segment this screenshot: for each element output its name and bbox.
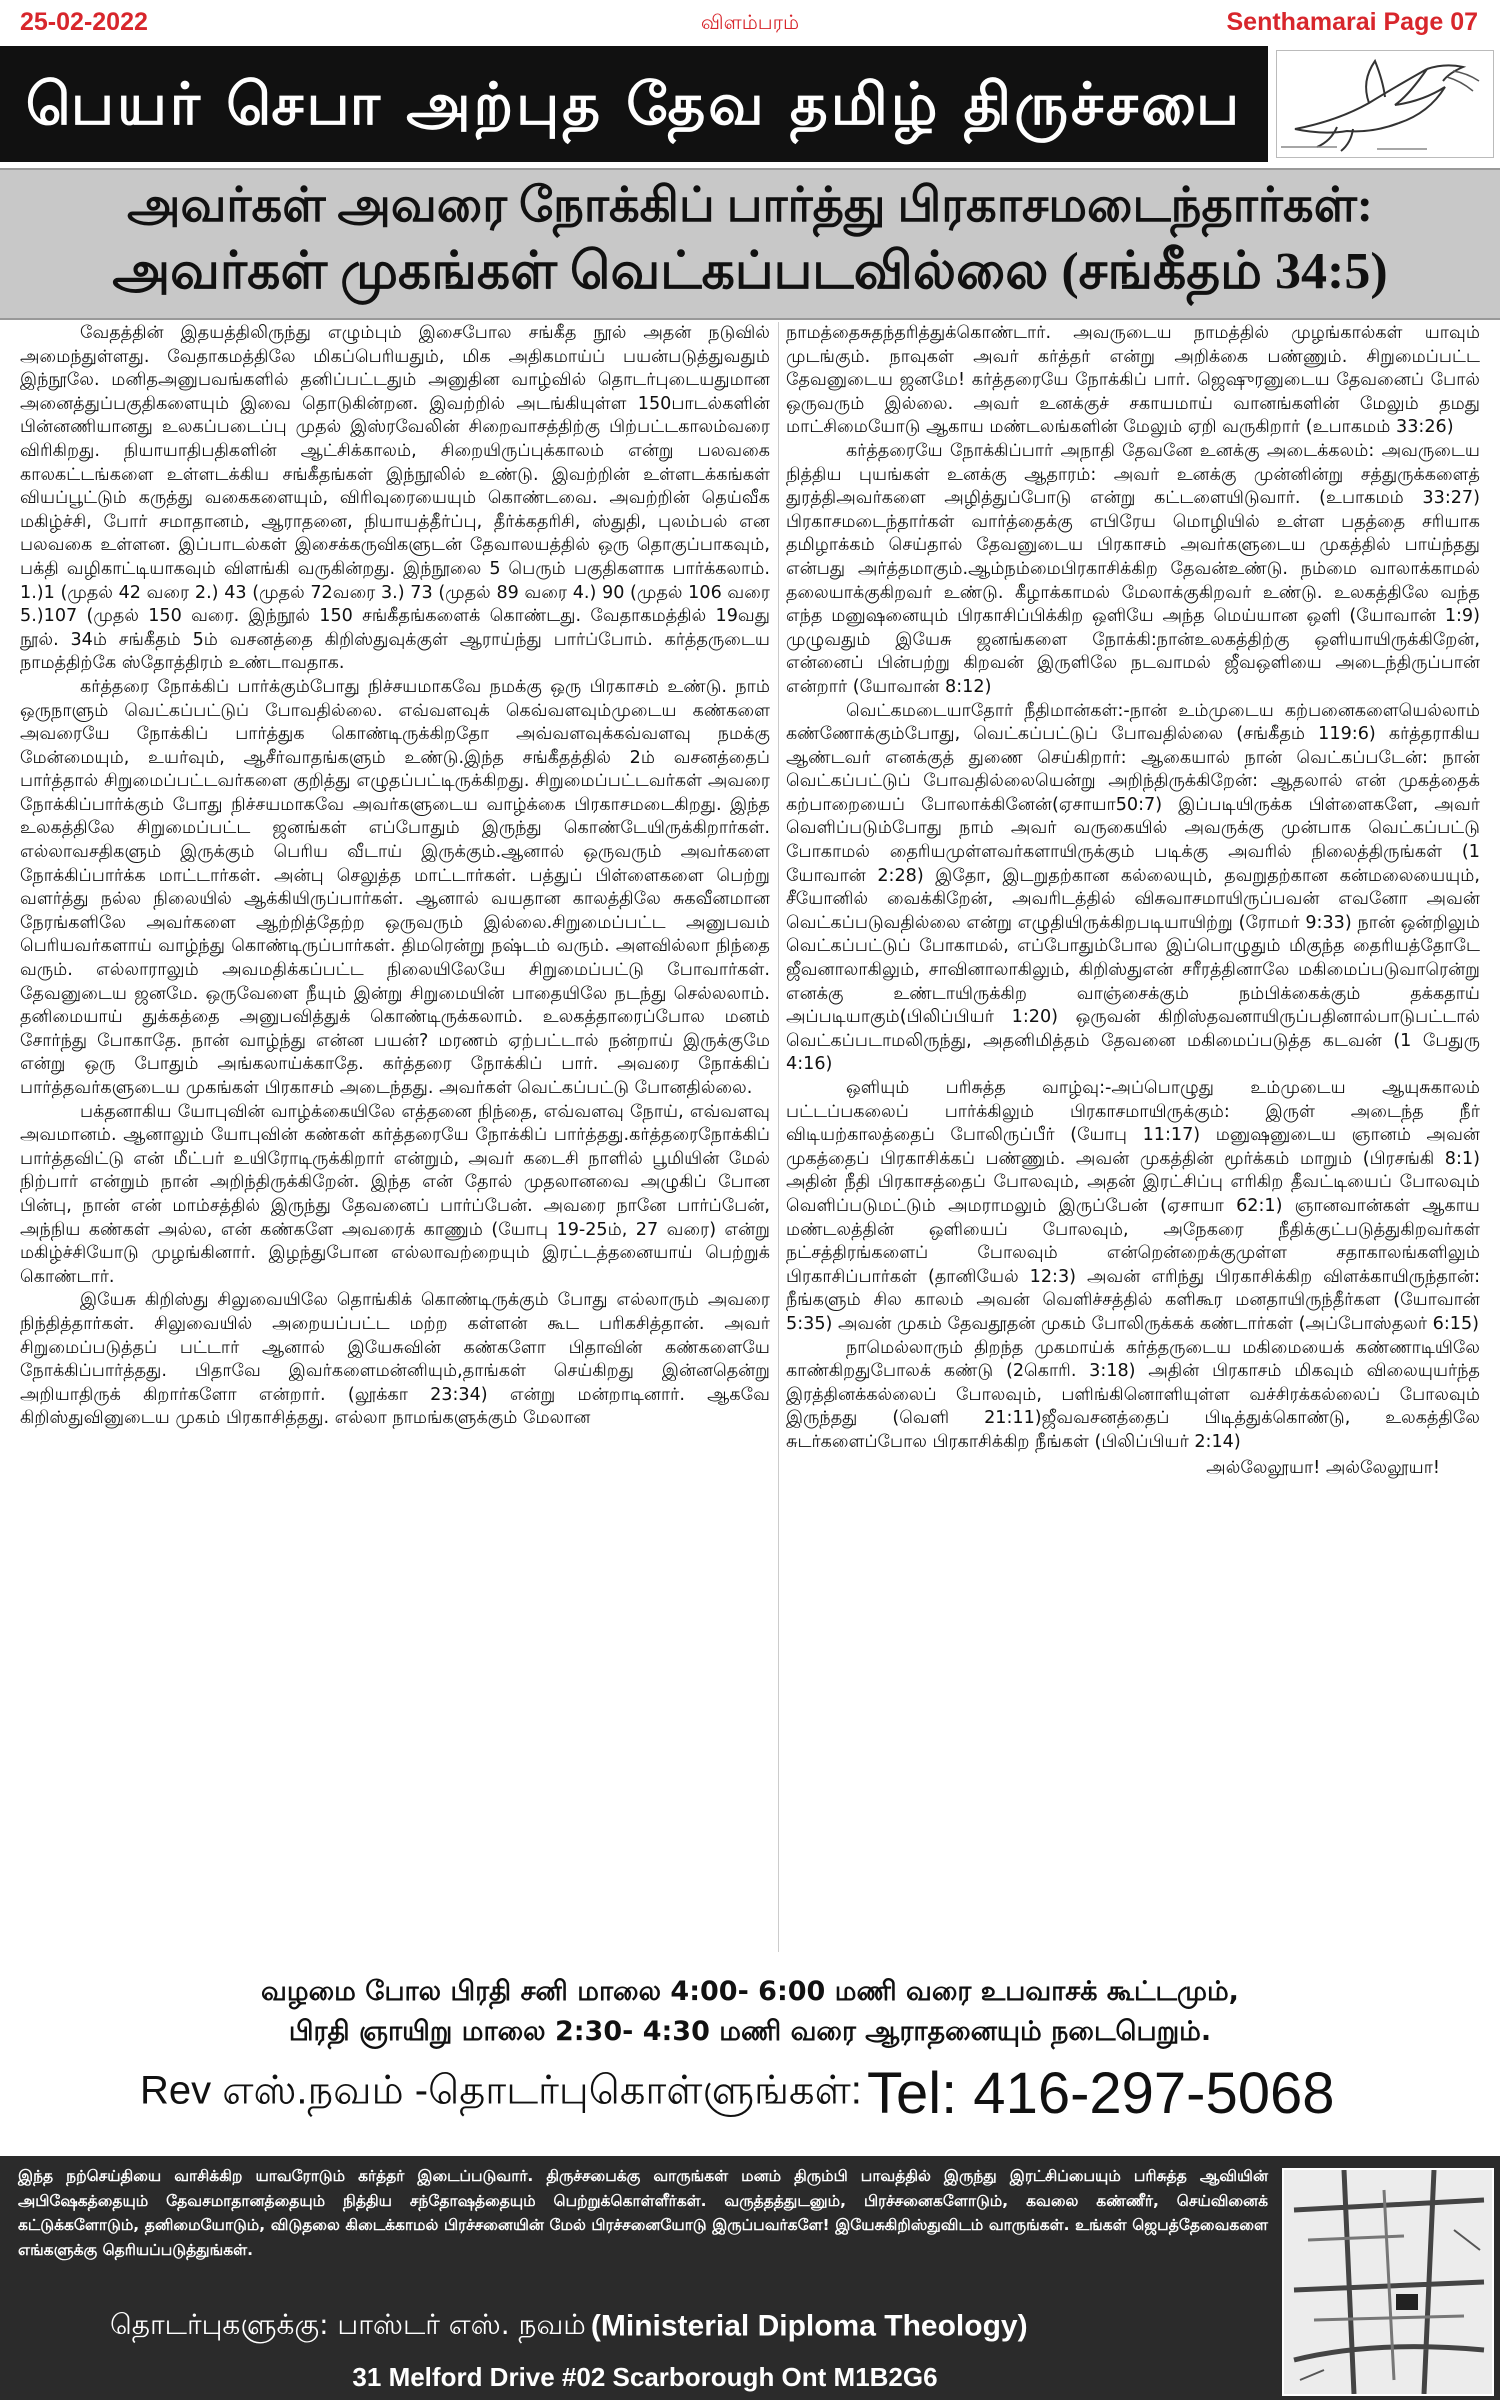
paragraph: நாமெல்லாரும் திறந்த முகமாய்க் கர்த்தருடைய மகிமையைக் கண்ணாடியிலே காண்கிறதுபோலக் கண்டு (2கொரி. 3:18) அதின் பிரகாசம் மிகவும் விலையுயர்ந்த இரத்தினக்கல்லைப் போலவும், பளிங்கினொளியுள்ள வச்சிரக்கல்லைப் போலவும் இருந்தது (வெளி 21:11)ஜீவவசனத்தைப் பிடித்துக்கொண்டு, உலகத்திலே சுடர்களைப்போல பிரகாசிக்கிற நீங்கள் (பிலிப்பியர் 2:14) — [786, 1337, 1480, 1452]
pastor-contact — [110, 2308, 1270, 2345]
street-map-icon — [1282, 2168, 1494, 2396]
diploma-label: (Ministerial Diploma Theology) — [590, 2309, 1028, 2343]
paragraph: இயேசு கிறிஸ்து சிலுவையிலே தொங்கிக் கொண்டிருக்கும் போது எல்லாரும் அவரை நிந்தித்தார்கள். சிலுவையில் அறையப்பட்ட மற்ற கள்ளன் கூட பரிகசித்தான். அவர் சிறுமைப்படுத்தப் பட்டார் ஆனால் இயேசுவின் கண்களோ பிதாவின் கண்களையே நோக்கிப்பார்த்தது. பிதாவே இவர்களைமன்னியும்,தாங்கள் செய்கிறது இன்னதென்று அறியாதிருக் கிறார்களோ என்றார். (லூக்கா 23:34) என்று மன்றாடினார். ஆகவே கிறிஸ்துவினுடைய முகம் பிரகாசித்தது. எல்லா நாமங்களுக்கும் மேலான — [20, 1290, 770, 1429]
invitation-message: இந்த நற்செய்தியை வாசிக்கிற யாவரோடும் கர்த்தர் இடைப்படுவார். திருச்சபைக்கு வாருங்கள் மனம் திரும்பி பாவத்தில் இருந்து இரட்சிப்பையும் பரிசுத்த ஆவியின் அபிஷேகத்தையும் தேவசமாதானத்தையும் நித்திய சந்தோஷத்தையும் பெற்றுக்கொள்ளீர்கள். வருத்தத்துடனும், பிரச்சனைகளோடும், கவலை கண்ணீர், செய்வினைக் கட்டுக்களோடும், தனிமையோடும், விடுதலை கிடைக்காமல் பிரச்சனையின் மேல் பிரச்சனையோடு இருப்பவர்களே! இயேசுகிறிஸ்துவிடம் வாருங்கள். உங்கள் ஜெபத்தேவைகளை எங்களுக்கு தெரியப்படுத்துங்கள். — [18, 2167, 1268, 2259]
church-name: பெயர் செபா அற்புத தேவ தமிழ் திருச்சபை — [25, 70, 1243, 138]
phone-number[interactable]: Tel: 416-297-5068 — [866, 2061, 1335, 2126]
footer-panel — [0, 2156, 1500, 2400]
church-address: 31 Melford Drive #02 Scarborough Ont M1B2G6 — [352, 2362, 938, 2392]
contact-label: Rev எஸ்.நவம் -தொடர்புகொள்ளுங்கள்: — [140, 2068, 862, 2113]
article-column-left — [20, 322, 770, 1952]
page-number: Senthamarai Page 07 — [1226, 8, 1478, 36]
scripture-banner — [0, 168, 1500, 320]
article-column-right — [786, 322, 1480, 1952]
page-header — [0, 0, 1500, 46]
banner-line-2: அவர்கள் முகங்கள் வெட்கப்படவில்லை (சங்கீதம் 34:5) — [112, 243, 1388, 300]
schedule-line-fasting: வழமை போல பிரதி சனி மாலை 4:00- 6:00 மணி வரை உபவாசக் கூட்டமும், — [261, 1976, 1239, 2007]
dove-icon — [1276, 50, 1494, 158]
contact-line — [140, 2060, 1440, 2140]
schedule-line-worship: பிரதி ஞாயிறு மாலை 2:30- 4:30 மணி வரை ஆராதனையும் நடைபெறும். — [288, 2016, 1212, 2047]
paragraph: பக்தனாகிய யோபுவின் வாழ்க்கையிலே எத்தனை நிந்தை, எவ்வளவு நோய், எவ்வளவு அவமானம். ஆனாலும் யோபுவின் கண்கள் கர்த்தரையே நோக்கிப் பார்த்தது.கர்த்தரைநோக்கிப் பார்த்தவிட்டு என் மீட்பர் உயிரோடிருக்கிறார் என்றும், அவர் கடைசி நாளில் பூமியின் மேல் நிற்பார் என்றும் நான் அறிந்திருக்கிறேன். இந்த என் தோல் முதலானவை அழுகிப் போன பின்பு, நான் என் மாம்சத்தில் இருந்து தேவனைப் பார்ப்பேன். அவரை நானே பார்ப்பேன், அந்நிய கண்கள் அல்ல, என் கண்களே அவரைக் காணும் (யோபு 19-25ம், 27 வரை) என்று மகிழ்ச்சியோடு முழங்கினார். இழந்துபோன எல்லாவற்றையும் இரட்டத்தனையாய் பெற்றுக் கொண்டார். — [20, 1101, 770, 1287]
issue-date: 25-02-2022 — [20, 8, 148, 36]
service-schedule — [0, 1972, 1500, 2052]
closing-hallelujah: அல்லேலூயா! அல்லேலூயா! — [1206, 1457, 1440, 1478]
column-divider — [778, 322, 779, 1952]
church-masthead — [0, 46, 1500, 162]
paragraph: கர்த்தரை நோக்கிப் பார்க்கும்போது நிச்சயமாகவே நமக்கு ஒரு பிரகாசம் உண்டு. நாம் ஒருநாளும் வெட்கப்பட்டுப் போவதில்லை. எவ்வளவுக் கெவ்வளவும்முடைய கண்களை அவரையே நோக்கிப் பார்த்துக கொண்டிருக்கிறதோ அவ்வளவுக்கவ்வளவு நமக்கு மேன்மையும், உயர்வும், ஆசீர்வாதங்களும் உண்டு.இந்த சங்கீதத்தில் 2ம் வசனத்தைப் பார்த்தால் சிறுமைப்பட்டவர்களை குறித்து எழுதப்பட்டிருக்கிறது. சிறுமைப்பட்டவர்கள் அவரை நோக்கிப்பார்க்கும் போது நிச்சயமாகவே அவர்களுடைய வாழ்க்கை பிரகாசமடைகிறது. இந்த உலகத்திலே சிறுமைப்பட்ட ஜனங்கள் எப்போதும் இருந்து கொண்டேயிருக்கிறார்கள். எல்லாவசதிகளும் இருக்கும் பெரிய வீடாய் இருக்கும்.ஆனால் ஒருவரும் அவர்களை நோக்கிப்பார்க்க மாட்டார்கள். அன்பு செலுத்த மாட்டார்கள். பத்துப் பிள்ளைகளை பெற்று வளர்த்து நல்ல நிலையில் ஆக்கியிருப்பார்கள். ஆனால் வயதான காலத்திலே சுகவீனமான நேரங்களிலே அவர்களை ஆற்றித்தேற்ற ஒருவரும் இல்லை.சிறுமைப்பட்ட அனுபவம் பெரியவர்களாய் வாழ்ந்து கொண்டிருப்பார்கள். திமரென்று நஷ்டம் வரும். அளவில்லா நிந்தை வரும். எல்லாராலும் அவமதிக்கப்பட்ட நிலையிலேயே சிறுமைப்பட்டு போவார்கள். தேவனுடைய ஜனமே. ஒருவேளை நீயும் இன்று சிறுமையின் பாதையிலே நடந்து செல்லலாம். தனிமையாய் துக்கத்தை அனுபவித்துக் கொண்டிருக்கலாம். உலகத்தாரைப்போல மனம் சோர்ந்து போகாதே. நான் வாழ்ந்து என்ன பயன்? மரணம் ஏற்பட்டால் நன்றாய் இருக்குமே என்று ஒரு போதும் அங்கலாய்க்காதே. கர்த்தரை நோக்கிப் பார். அவரை நோக்கிப் பார்த்தவர்களுடைய முகங்கள் பிரகாசம் அடைந்தது. அவர்கள் வெட்கப்பட்டு போனதில்லை. — [20, 676, 770, 1098]
masthead-band — [0, 46, 1268, 162]
paragraph: கர்த்தரையே நோக்கிப்பார் அநாதி தேவனே உனக்கு அடைக்கலம்: அவருடைய நித்திய புயங்கள் உனக்கு ஆதாரம்: அவர் உனக்கு முன்னின்று சத்துருக்களைத் துரத்திஅவர்களை அழித்துப்போடு என்று கட்டளையிடுவார். (உபாகமம் 33:27) பிரகாசமடைந்தார்கள் வார்த்தைக்கு எபிரேய மொழியில் உள்ள பதத்தை சரியாக தமிழாக்கம் செய்தால் தேவனுடைய பிரகாசம் அவர்களுடைய முகத்தில் பாய்ந்தது என்பது அர்த்தமாகும்.ஆம்நம்மைபிரகாசிக்கிற தேவன்உண்டு. நம்மை வாலாக்காமல் தலையாக்குகிறவர் உண்டு. கீழாக்காமல் மேலாக்குகிறவர் உண்டு. உலகத்திலே வந்த எந்த மனுஷனையும் பிரகாசிப்பிக்கிற ஒளியே அந்த மெய்யான ஒளி (யோவான் 1:9) முழுவதும் இயேசு ஜனங்களை நோக்கி:நான்உலகத்திற்கு ஒளியாயிருக்கிறேன், என்னைப் பின்பற்று கிறவன் இருளிலே நடவாமல் ஜீவஒளியை அடைந்திருப்பான் என்றார் (யோவான் 8:12) — [786, 440, 1480, 697]
paragraph: வேதத்தின் இதயத்திலிருந்து எழும்பும் இசைபோல சங்கீத நூல் அதன் நடுவில் அமைந்துள்ளது. வேதாகமத்திலே மிகப்பெரியதும், மிக அதிகமாய்ப் பயன்படுத்துவதும் இந்நூலே. மனிதஅனுபவங்களில் தனிப்பட்டதும் அனுதின வாழ்வில் தொடர்புடையதுமான அனைத்துப்பகுதிகளையும் இவை தொடுகின்றன. இவற்றில் அடங்கியுள்ள 150பாடல்களின் பின்னணியானது உலகப்படைப்பு முதல் இஸ்ரவேலின் சிறைவாசத்திற்கு பிற்பட்டகாலம்வரை விரிகிறது. நியாயாதிபதிகளின் ஆட்சிக்காலம், சிறையிருப்புக்காலம் என்று பலவகை காலகட்டங்களை உள்ளடக்கிய சங்கீதங்கள் இந்நூலில் உண்டு. இவற்றின் உள்ளடக்கங்கள் வியப்பூட்டும் கருத்து வகைகளையும், விரிவுரையையும் கொண்டவை. அவற்றின் தெய்வீக மகிழ்ச்சி, போர் சமாதானம், ஆராதனை, நியாயத்தீர்ப்பு, தீர்க்கதரிசி, ஸ்துதி, புலம்பல் என பலவகை உள்ளன. இப்பாடல்கள் இசைக்கருவிகளுடன் தேவாலயத்தில் ஒரு தொகுப்பாகவும், பக்தி வழிகாட்டியாகவும் விளங்கி வருகின்றது. இந்நூலை 5 பெரும் பகுதிகளாக பார்க்கலாம். 1.)1 (முதல் 42 வரை 2.) 43 (முதல் 72வரை 3.) 73 (முதல் 89 வரை 4.) 90 (முதல் 106 வரை 5.)107 (முதல் 150 வரை. இந்நூல் 150 சங்கீதங்களைக் கொண்டது. வேதாகமத்தில் 19வது நூல். 34ம் சங்கீதம் 5ம் வசனத்தை கிறிஸ்துவுக்குள் ஆராய்ந்து பார்ப்போம். கர்த்தருடைய நாமத்திற்கே ஸ்தோத்திரம் உண்டாவதாக. — [20, 323, 770, 674]
paragraph: நாமத்தைசுதந்தரித்துக்கொண்டார். அவருடைய நாமத்தில் முழங்கால்கள் யாவும் முடங்கும். நாவுகள் அவர் கர்த்தர் என்று அறிக்கை பண்ணும். சிறுமைப்பட்ட தேவனுடைய ஜனமே! கர்த்தரையே நோக்கிப் பார். ஜெஷுரனுடைய தேவனைப் போல் ஒருவரும் இல்லை. அவர் உனக்குச் சகாயமாய் வானங்களின் மேலும் தமது மாட்சிமையோடு ஆகாய மண்டலங்களின் மேலும் ஏறி வருகிறார் (உபாகமம் 33:26) — [786, 323, 1480, 438]
banner-line-1: அவர்கள் அவரை நோக்கிப் பார்த்து பிரகாசமடைந்தார்கள்: — [127, 179, 1373, 232]
section-label: விளம்பரம் — [700, 10, 800, 34]
paragraph: ஒளியும் பரிசுத்த வாழ்வு:-அப்பொழுது உம்முடைய ஆயுசுகாலம் பட்டப்பகலைப் பார்க்கிலும் பிரகாசமாயிருக்கும்: இருள் அடைந்த நீர் விடியற்காலத்தைப் போலிருப்பீர் (யோபு 11:17) மனுஷனுடைய ஞானம் அவன் முகத்தைப் பிரகாசிக்கப் பண்ணும். அவன் முகத்தின் மூர்க்கம் மாறும் (பிரசங்கி 8:1) அதின் நீதி பிரகாசத்தைப் போலவும், அதன் இரட்சிப்பு எரிகிற தீவட்டியைப் போலவும் வெளிப்படுமட்டும் அமராமலும் இருப்பேன் (ஏசாயா 62:1) ஞானவான்கள் ஆகாய மண்டலத்தின் ஒளியைப் போலவும், அநேகரை நீதிக்குட்படுத்துகிறவர்கள் நட்சத்திரங்களைப் போலவும் என்றென்றைக்குமுள்ள சதாகாலங்களிலும் பிரகாசிப்பார்கள் (தானியேல் 12:3) அவன் எரிந்து பிரகாசிக்கிற விளக்காயிருந்தான்: நீங்களும் சில காலம் அவன் வெளிச்சத்தில் களிகூர மனதாயிருந்தீர்கள (யோவான் 5:35) அவன் முகம் தேவதூதன் முகம் போலிருக்கக் கண்டார்கள் (அப்போஸ்தலர் 6:15) — [786, 1078, 1480, 1334]
paragraph: வெட்கமடையாதோர் நீதிமான்கள்:-நான் உம்முடைய கற்பனைகளையெல்லாம் கண்ணோக்கும்போது, வெட்கப்பட்டுப் போவதில்லை (சங்கீதம் 119:6) கர்த்தராகிய ஆண்டவர் எனக்குத் துணை செய்கிறார்: ஆகையால் நான் வெட்கப்படேன்: நான் வெட்கப்பட்டுப் போவதில்லையென்று அறிந்திருக்கிறேன்: ஆதலால் என் முகத்தைக் கற்பாறையைப் போலாக்கினேன்(ஏசாயா50:7) இப்படியிருக்க பிள்ளைகளே, அவர் வெளிப்படும்போது நாம் அவர் வருகையில் அவருக்கு முன்பாக வெட்கப்பட்டு போகாமல் தைரியமுள்ளவர்களாயிருக்கும் படிக்கு அவரில் நிலைத்திருங்கள் (1 யோவான் 2:28) இதோ, இடறுதற்கான கல்லையும், தவறுதற்கான கன்மலையையும், சீயோனில் வைக்கிறேன், அவரிடத்தில் விசுவாசமாயிருப்பவன் எவனோ அவன் வெட்கப்படுவதில்லை என்று எழுதியிருக்கிறபடியாயிற்று (ரோமர் 9:33) நான் ஒன்றிலும் வெட்கப்பட்டுப் போகாமல், எப்போதும்போல இப்பொழுதும் மிகுந்த தைரியத்தோடே ஜீவனாலாகிலும், சாவினாலாகிலும், கிறிஸ்துஎன் சரீரத்தினாலே மகிமைப்படுவாரென்று எனக்கு உண்டாயிருக்கிற வாஞ்சைக்கும் நம்பிக்கைக்கும் தக்கதாய் அப்படியாகும்(பிலிப்பியர் 1:20) ஒருவன் கிறிஸ்தவனாயிருப்பதினால்பாடுபட்டால் வெட்கப்படாமலிருந்து, அதனிமித்தம் தேவனை மகிமைப்படுத்த கடவன் (1 பேதுரு 4:16) — [786, 700, 1480, 1075]
pastor-contact-label: தொடர்புகளுக்கு: பாஸ்டர் எஸ். நவம் — [110, 2308, 586, 2341]
